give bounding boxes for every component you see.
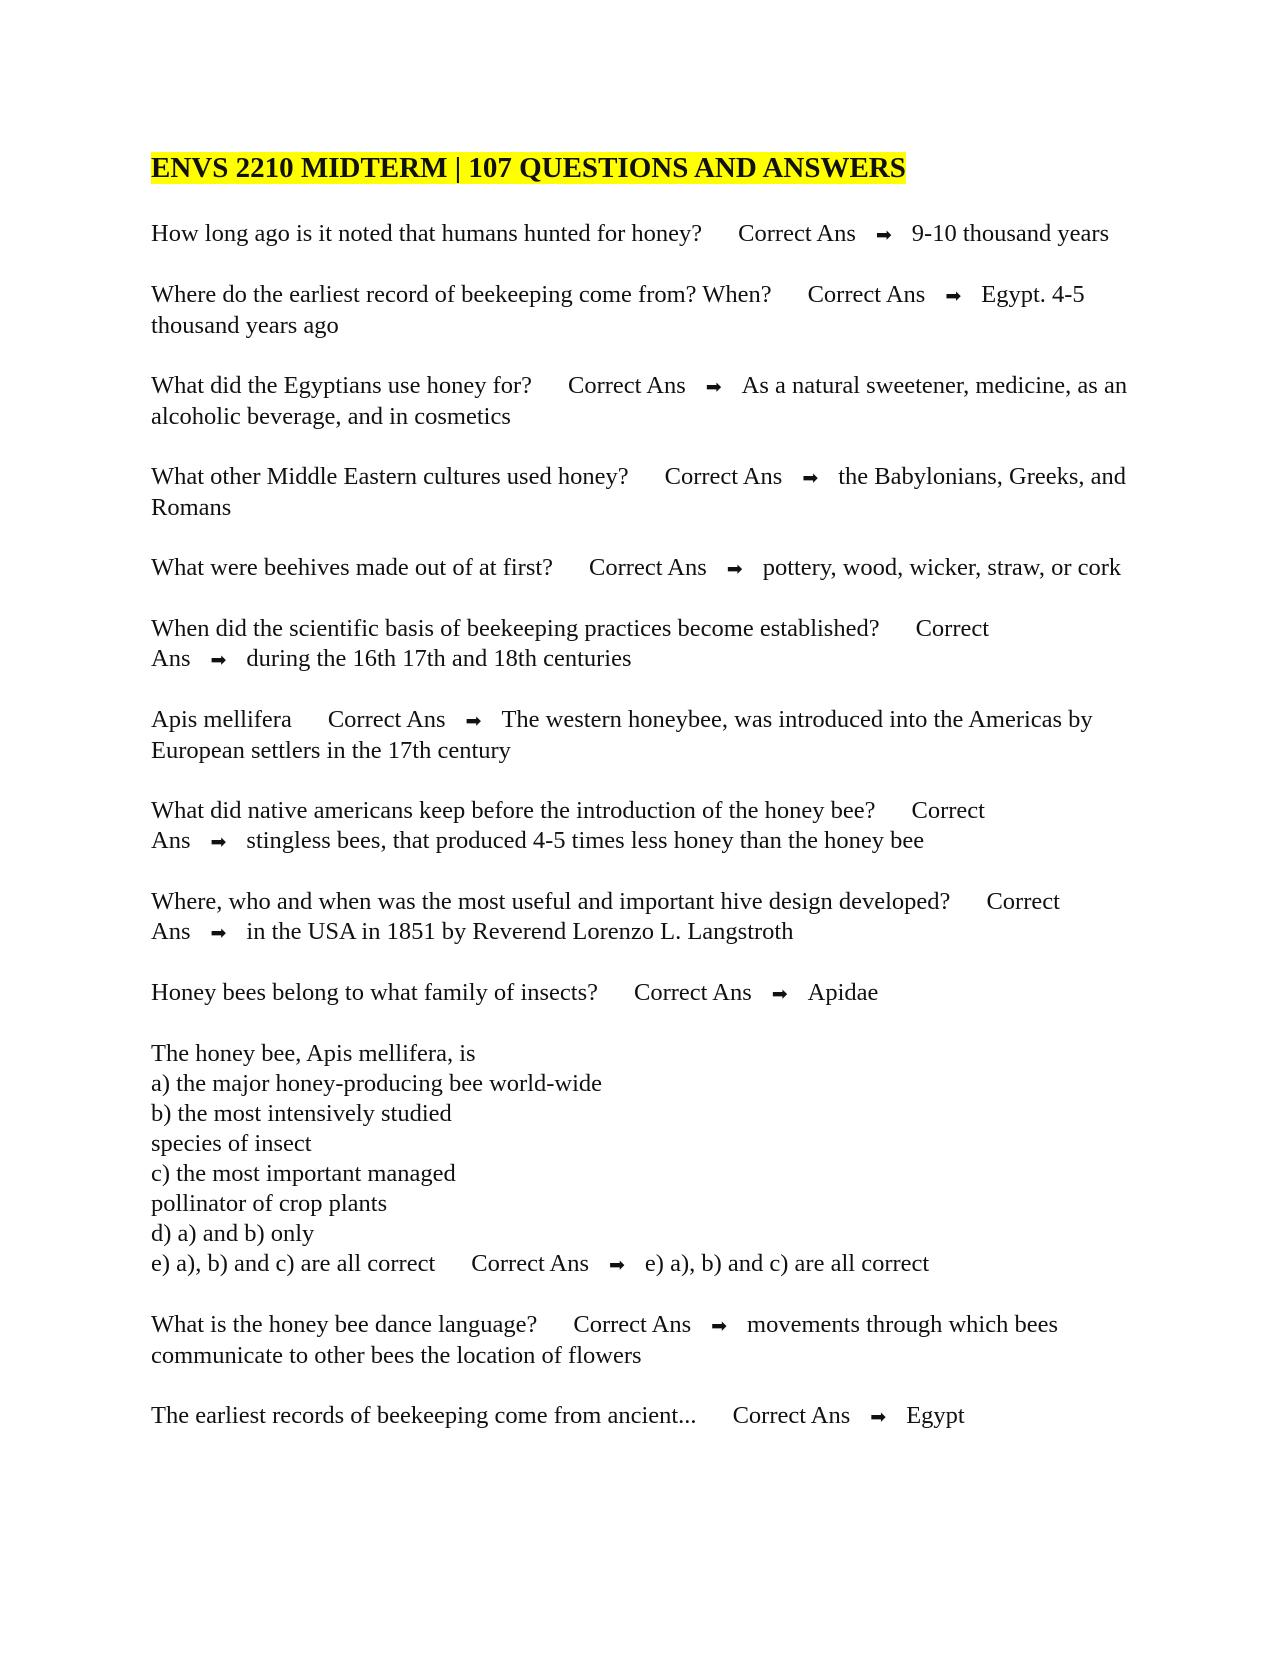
- right-arrow-icon: ➡: [802, 467, 819, 489]
- right-arrow-icon: ➡: [210, 922, 227, 944]
- right-arrow-icon: ➡: [465, 710, 482, 732]
- right-arrow-icon: ➡: [945, 285, 962, 307]
- qa-item: [151, 1310, 1131, 1371]
- right-arrow-icon: ➡: [726, 558, 743, 580]
- right-arrow-icon: ➡: [210, 831, 227, 853]
- title-text: ENVS 2210 MIDTERM | 107 QUESTIONS AND ANSWERS: [151, 152, 906, 184]
- question-text: What were beehives made out of at first?: [151, 554, 554, 581]
- correct-ans-label: Correct Ans: [151, 888, 1060, 945]
- right-arrow-icon: ➡: [705, 376, 722, 398]
- right-arrow-icon: ➡: [210, 649, 227, 671]
- correct-ans-label: Correct Ans: [573, 1311, 692, 1338]
- correct-ans-label: Correct Ans: [664, 463, 783, 490]
- qa-list: [151, 219, 1131, 1432]
- qa-item: [151, 219, 1131, 250]
- answer-text: movements through which bees communicate to other bees the location of flowers: [151, 1311, 1058, 1369]
- question-text: What did native americans keep before the introduction of the honey bee?: [151, 797, 876, 824]
- correct-ans-label: Correct Ans: [568, 372, 686, 399]
- correct-ans-label: Correct Ans: [151, 797, 985, 854]
- qa-item: [151, 553, 1131, 584]
- right-arrow-icon: ➡: [609, 1254, 625, 1276]
- question-text: What did the Egyptians use honey for?: [151, 372, 533, 399]
- correct-ans-label: Correct Ans: [151, 615, 990, 672]
- answer-text: the Babylonians, Greeks, and Romans: [151, 463, 1127, 521]
- qa-item: [151, 280, 1131, 341]
- answer-text: in the USA in 1851 by Reverend Lorenzo L. Langstroth: [246, 918, 794, 945]
- answer-text: Apidae: [807, 979, 879, 1006]
- document-page: [151, 151, 1131, 1462]
- answer-text: As a natural sweetener, medicine, as an alcoholic beverage, and in cosmetics: [151, 372, 1128, 430]
- question-text: Where, who and when was the most useful and important hive design developed?: [151, 888, 951, 915]
- right-arrow-icon: ➡: [771, 983, 788, 1005]
- correct-ans-label: Correct Ans: [738, 220, 856, 247]
- qa-item: [151, 978, 1131, 1009]
- right-arrow-icon: ➡: [711, 1315, 728, 1337]
- document-title: [151, 151, 1131, 185]
- answer-text: stingless bees, that produced 4-5 times less honey than the honey bee: [246, 827, 925, 854]
- question-text: Where do the earliest record of beekeeping come from? When?: [151, 281, 772, 308]
- qa-item: [151, 705, 1131, 766]
- question-text: When did the scientific basis of beekeeping practices become established?: [151, 615, 880, 642]
- correct-ans-label: Correct Ans: [589, 554, 707, 581]
- answer-text: Egypt: [906, 1402, 965, 1429]
- question-text: Apis mellifera: [151, 706, 292, 733]
- correct-ans-label: Correct Ans: [807, 281, 926, 308]
- answer-text: during the 16th 17th and 18th centuries: [246, 645, 632, 672]
- correct-ans-label: Correct Ans: [327, 706, 446, 733]
- answer-text: Egypt. 4-5 thousand years ago: [151, 281, 1085, 339]
- qa-item: [151, 614, 1131, 675]
- answer-text: The western honeybee, was introduced into the Americas by European settlers in the 17th century: [151, 706, 1093, 764]
- question-text: What is the honey bee dance language?: [151, 1311, 538, 1338]
- qa-item: [151, 462, 1131, 523]
- correct-ans-label: Correct Ans: [634, 979, 752, 1006]
- question-text: The honey bee, Apis mellifera, is a) the major honey-producing bee world-wide b) the most intensively studied species of insect c) the most important managed pollinator of crop plants d) a) and b) only e) a), b) and c) are all correct: [151, 1040, 603, 1277]
- answer-text: 9-10 thousand years: [911, 220, 1110, 247]
- answer-text: e) a), b) and c) are all correct: [644, 1250, 930, 1277]
- right-arrow-icon: ➡: [875, 224, 892, 246]
- correct-ans-label: Correct Ans: [471, 1250, 589, 1277]
- qa-item: [151, 371, 1131, 432]
- correct-ans-label: Correct Ans: [732, 1402, 851, 1429]
- question-text: The earliest records of beekeeping come from ancient...: [151, 1402, 697, 1429]
- question-text: How long ago is it noted that humans hunted for honey?: [151, 220, 703, 247]
- qa-item: [151, 796, 1131, 857]
- qa-item: [151, 1401, 1131, 1432]
- question-text: What other Middle Eastern cultures used honey?: [151, 463, 629, 490]
- right-arrow-icon: ➡: [870, 1406, 887, 1428]
- question-text: Honey bees belong to what family of insects?: [151, 979, 599, 1006]
- qa-item: [151, 887, 1131, 948]
- qa-item: [151, 1039, 1131, 1280]
- answer-text: pottery, wood, wicker, straw, or cork: [762, 554, 1122, 581]
